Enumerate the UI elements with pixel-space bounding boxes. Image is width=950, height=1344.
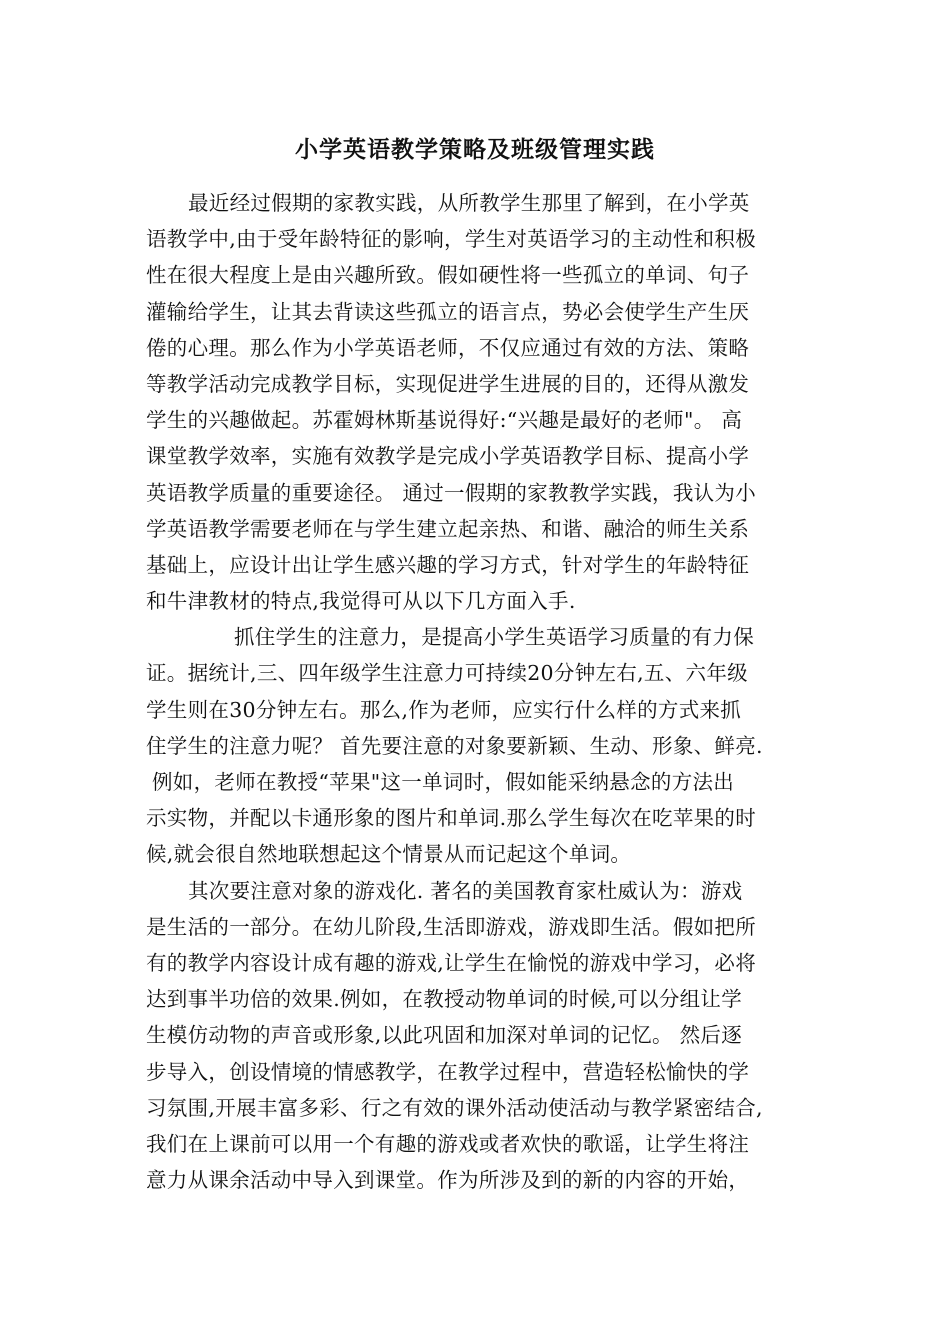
document-body bbox=[146, 185, 826, 1198]
body-line: 课堂教学效率，实施有效教学是完成小学英语教学目标、提高小学 bbox=[146, 444, 750, 469]
body-line: 学生的兴趣做起。苏霍姆林斯基说得好:“兴趣是最好的老师"。 高 bbox=[146, 408, 743, 433]
body-line: 其次要注意对象的游戏化. 著名的美国教育家杜威认为：游戏 bbox=[188, 878, 743, 903]
body-line: 候,就会很自然地联想起这个情景从而记起这个单词。 bbox=[146, 842, 632, 867]
body-line: 证。据统计,三、四年级学生注意力可持续20分钟左右,五、六年级 bbox=[146, 661, 748, 686]
body-line: 基础上，应设计出让学生感兴趣的学习方式，针对学生的年龄特征 bbox=[146, 552, 750, 577]
document-title: 小学英语教学策略及班级管理实践 bbox=[295, 137, 655, 163]
body-line: 习氛围,开展丰富多彩、行之有效的课外活动使活动与教学紧密结合, bbox=[146, 1095, 763, 1120]
body-line: 倦的心理。那么作为小学英语老师，不仅应通过有效的方法、策略 bbox=[146, 335, 750, 360]
body-line: 英语教学质量的重要途径。 通过一假期的家教教学实践，我认为小 bbox=[146, 480, 757, 505]
body-line: 示实物，并配以卡通形象的图片和单词.那么学生每次在吃苹果的时 bbox=[146, 806, 757, 831]
body-line: 性在很大程度上是由兴趣所致。假如硬性将一些孤立的单词、句子 bbox=[146, 263, 750, 288]
body-line: 等教学活动完成教学目标，实现促进学生进展的目的，还得从激发 bbox=[146, 371, 750, 396]
body-line: 和牛津教材的特点,我觉得可从以下几方面入手. bbox=[146, 589, 576, 614]
body-line: 最近经过假期的家教实践，从所教学生那里了解到，在小学英 bbox=[188, 191, 750, 215]
body-line: 有的教学内容设计成有趣的游戏,让学生在愉悦的游戏中学习，必将 bbox=[146, 950, 757, 975]
body-line: 语教学中,由于受年龄特征的影响，学生对英语学习的主动性和积极 bbox=[146, 227, 757, 252]
body-line: 例如，老师在教授“苹果"这一单词时，假如能采纳悬念的方法出 bbox=[152, 770, 735, 794]
body-line: 学生则在30分钟左右。那么,作为老师，应实行什么样的方式来抓 bbox=[146, 697, 742, 722]
body-line: 步导入，创设情境的情感教学，在教学过程中，营造轻松愉快的学 bbox=[146, 1059, 750, 1084]
body-line: 是生活的一部分。在幼儿阶段,生活即游戏，游戏即生活。假如把所 bbox=[146, 914, 757, 939]
body-line: 达到事半功倍的效果.例如，在教授动物单词的时候,可以分组让学 bbox=[146, 987, 743, 1012]
body-line: 意力从课余活动中导入到课堂。作为所涉及到的新的内容的开始， bbox=[146, 1168, 750, 1193]
body-line: 生模仿动物的声音或形象,以此巩固和加深对单词的记忆。 然后逐 bbox=[146, 1023, 743, 1048]
body-line: 住学生的注意力呢？ 首先要注意的对象要新颖、生动、形象、鲜亮. bbox=[146, 733, 763, 758]
body-line: 我们在上课前可以用一个有趣的游戏或者欢快的歌谣，让学生将注 bbox=[146, 1131, 750, 1156]
body-line: 抓住学生的注意力，是提高小学生英语学习质量的有力保 bbox=[234, 625, 754, 650]
body-line: 灌输给学生，让其去背读这些孤立的语言点，势必会使学生产生厌 bbox=[146, 299, 750, 324]
body-line: 学英语教学需要老师在与学生建立起亲热、和谐、融洽的师生关系 bbox=[146, 516, 750, 541]
